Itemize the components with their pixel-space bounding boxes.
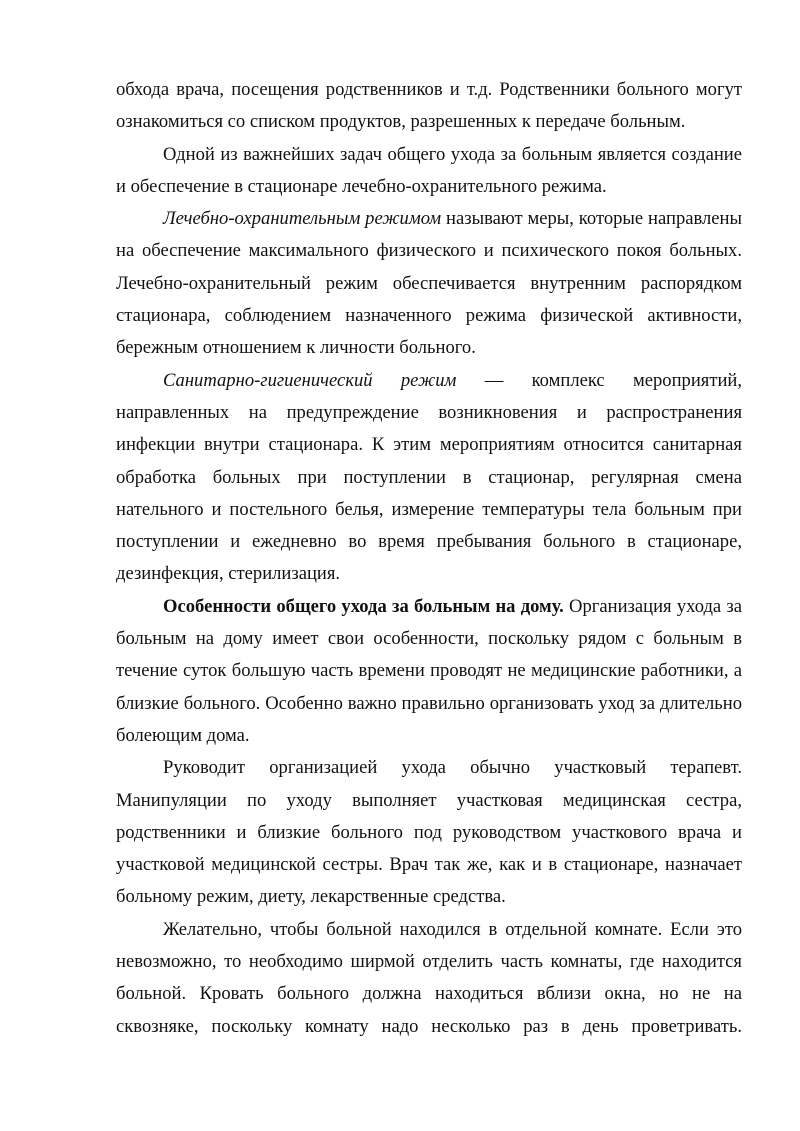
term-sanitary-regime: Санитарно-гигиенический режим [163,369,457,391]
paragraph-visits: обхода врача, посещения родственников и т.д. Родственники больного могут ознакомиться со списком продуктов, разрешенных к передаче больным. [116,79,742,133]
paragraph-sanitary-regime [116,365,742,591]
paragraph-protective-regime [116,203,742,364]
paragraph-regime-intro: Одной из важнейших задач общего ухода за больным является создание и обеспечение в стационаре лечебно-охранительного режима. [116,143,742,197]
heading-home-care: Особенности общего ухода за больным на дому. [163,595,564,617]
home-care-text: Организация ухода за больным на дому имеет свои особенности, поскольку рядом с больным в течение суток большую часть времени проводят не медицинские работники, а близкие больного. Особенно важно правильно организовать уход за длительно болеющим дома. [116,595,743,746]
paragraph-room-setup: Желательно, чтобы больной находился в отдельной комнате. Если это невозможно, то необходимо ширмой отделить часть комнаты, где находится больной. Кровать больного должна находиться вблизи окна, но не на сквозняке, поскольку комнату надо несколько раз в день проветривать. [116,918,742,1037]
sanitary-regime-text: — комплекс мероприятий, направленных на предупреждение возникновения и распространения инфекции внутри стационара. К этим мероприятиям относится санитарная обработка больных при поступлении в стационар, регулярная смена нательного и постельного белья, измерение температуры тела больным при поступлении и ежедневно во время пребывания больного в стационаре, дезинфекция, стерилизация. [116,369,742,585]
paragraph-care-management: Руководит организацией ухода обычно участковый терапевт. Манипуляции по уходу выполняет участковая медицинская сестра, родственники и близкие больного под руководством участкового врача и участковой медицинской сестры. Врач так же, как и в стационаре, назначает больному режим, диету, лекарственные средства. [116,757,742,908]
term-protective-regime: Лечебно-охранительным режимом [163,208,442,230]
document-page [116,74,742,1043]
paragraph-home-care [116,591,742,752]
protective-regime-text: называют меры, которые направлены на обеспечение максимального физического и психического покоя больных. Лечебно-охранительный режим обеспечивается внутренним распорядком стационара, соблюдением назначенного режима физической активности, бережным отношением к личности больного. [116,208,742,359]
